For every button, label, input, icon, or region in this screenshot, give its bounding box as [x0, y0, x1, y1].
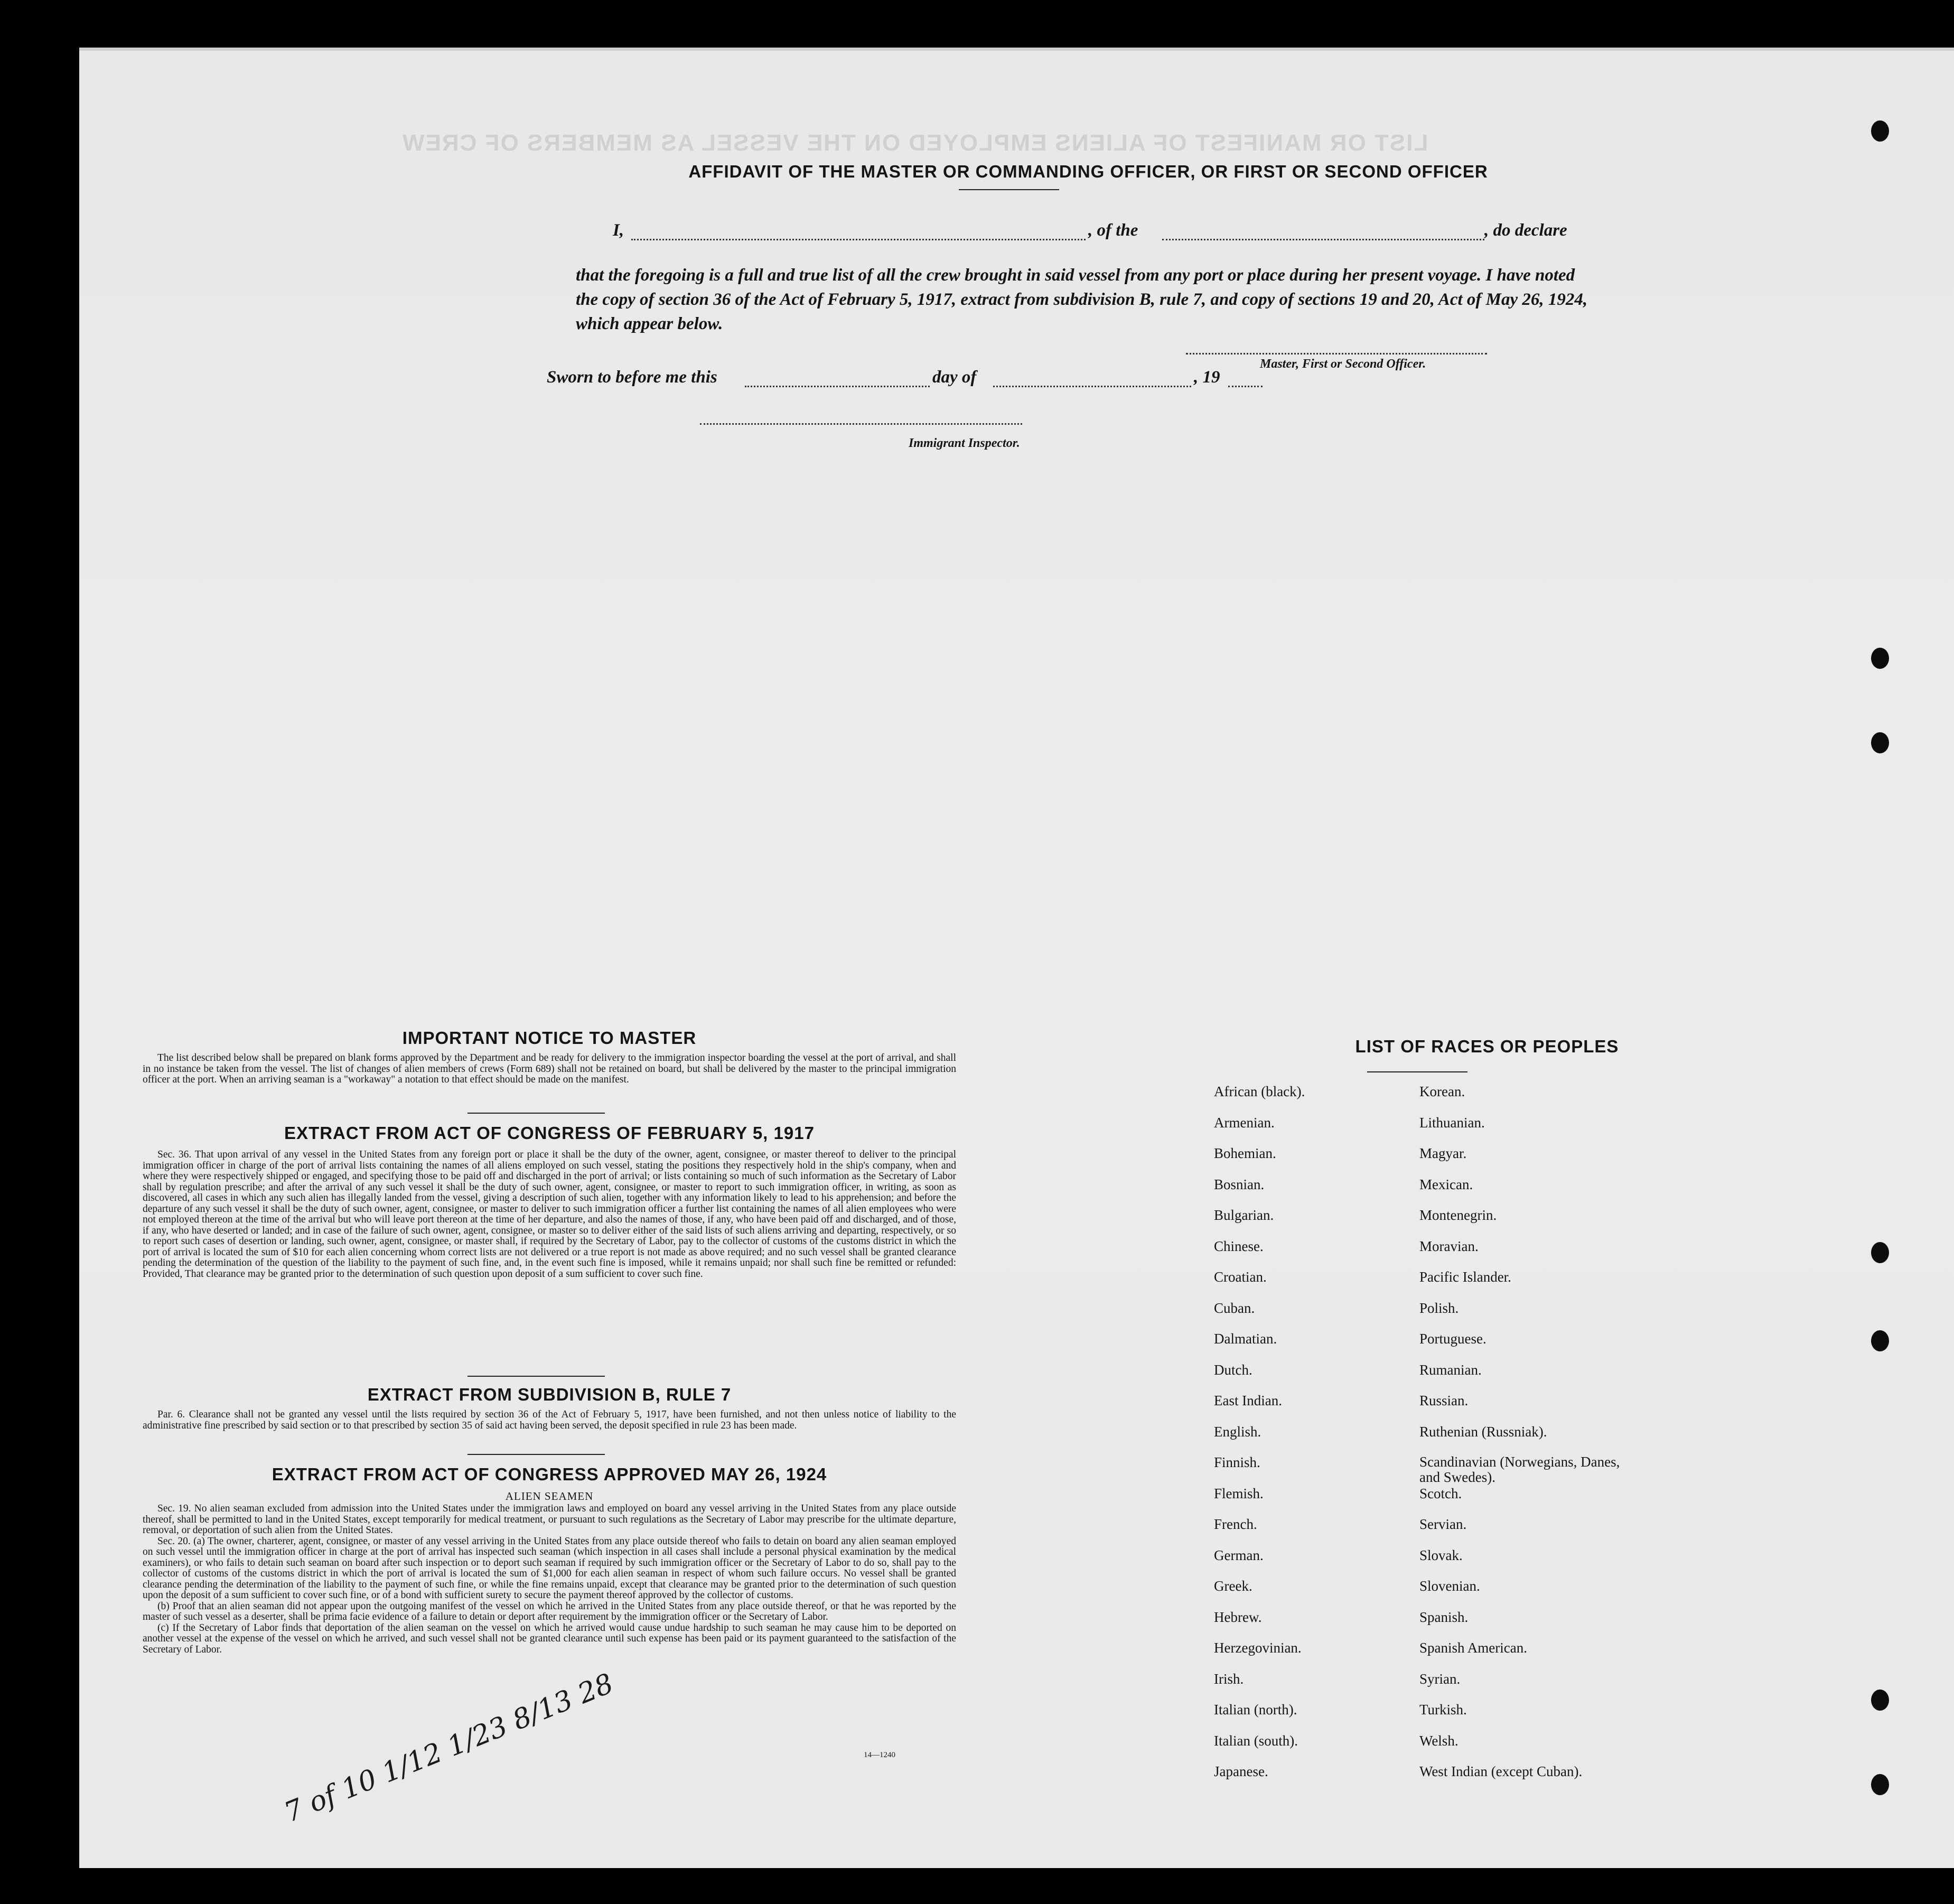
sec-20a-paragraph: Sec. 20. (a) The owner, charterer, agent, consignee, or master of any vessel arriving in the United States from any place outside thereof who fails to detain on board any alien seaman employed on such vessel until the immigration officer in charge at the port of arrival has inspected such seaman (which inspection in all cases shall include a personal physical examination by the medical examiners), or who fails to detain such seaman on board after such inspection or to deport such seaman if required by such immigration officer or the Secretary of Labor to do so, shall pay to the collector of customs of the customs district in which the port of arrival is located the sum of $1,000 for each alien seaman in respect of whom such failure occurs. No vessel shall be granted clearance pending the determination of the liability to the payment of such fine, or while the fine remains unpaid, except that clearance may be granted prior to the determination of such question upon the deposit of a sum sufficient to cover such fine, or of a bond with sufficient surety to secure the payment thereof approved by the collector of customs. — [143, 1535, 956, 1601]
race-item: Slovak. — [1419, 1547, 1463, 1563]
day-of-label: day of — [932, 368, 977, 387]
race-item: Spanish. — [1419, 1609, 1469, 1625]
section-36-paragraph: Sec. 36. That upon arrival of any vessel in the United States from any foreign port or place it shall be the duty of the owner, agent, consignee, or master thereof to deliver to the principal immigration officer in charge of the port of arrival lists containing the names of all aliens employed on such vessel, stating the positions they respectively hold in the ship's company, when and where they were respectively shipped or engaged, and specifying those to be paid off and discharged in the port of arrival; or lists containing so much of such information as the Secretary of Labor shall by regulation prescribe; and after the arrival of any such vessel it shall be the duty of such owner, agent, consignee, or master to report to such immigration officer, in writing, as soon as discovered, all cases in which any such alien has illegally landed from the vessel, giving a description of such alien, together with any information likely to lead to his apprehension; and before the departure of any such vessel it shall be the duty of such owner, agent, consignee, or master to deliver to such immigration officer a further list containing the names of all alien employees who were not employed thereon at the time of the arrival but who will leave port thereon at the time of her departure, and also the names of those, if any, who have been paid off and discharged, and of those, if any, who have deserted or landed; and in case of the failure of such owner, agent, consignee, or master so to deliver either of the said lists of such aliens arriving and departing, respectively, or so to report such cases of desertion or landing, such owner, agent, consignee, or master shall, if required by the Secretary of Labor, pay to the collector of customs of the customs district in which the port of arrival is located the sum of $10 for each alien concerning whom correct lists are not delivered or a true report is not made as above required; and no such vessel shall be granted clearance pending the determination of the question of the liability to the payment of such fine, and, in the event such fine is imposed, while it remains unpaid; nor shall such fine be remitted or refunded: Provided, That clearance may be granted prior to the determination of such question upon deposit of a sum sufficient to cover such fine. — [143, 1149, 956, 1280]
race-item: Bulgarian. — [1214, 1207, 1274, 1223]
race-item: Finnish. — [1214, 1454, 1260, 1470]
par-6-paragraph: Par. 6. Clearance shall not be granted any vessel until the lists required by section 36 of the Act of February 5, 1917, have been furnished, and not then unless notice of liability to the administrative fine prescribed by said section or to that prescribed by section 35 of said act having been served, the deposit specified in rule 23 has been made. — [143, 1409, 956, 1431]
race-item: Pacific Islander. — [1419, 1269, 1511, 1285]
race-item: Greek. — [1214, 1578, 1252, 1594]
punch-hole — [1871, 1330, 1889, 1351]
bleed-through-header: LIST OR MANIFEST OF ALIENS EMPLOYED ON THE VESSEL AS MEMBERS OF CREW — [401, 130, 1428, 156]
extract-1917-text — [143, 1150, 956, 1280]
race-item: Korean. — [1419, 1084, 1465, 1099]
punch-hole — [1871, 120, 1889, 142]
form-number: 14—1240 — [864, 1751, 895, 1759]
race-item: Syrian. — [1419, 1670, 1461, 1687]
sworn-day-field[interactable] — [745, 386, 930, 387]
races-right-column — [1419, 1084, 1641, 1795]
sec-19-paragraph: Sec. 19. No alien seaman excluded from admission into the United States under the immigration laws and employed on board any vessel arriving in the United States from any place outside thereof, shall be permitted to land in the United States, except temporarily for medical treatment, or pursuant to such regulations as the Secretary of Labor may prescribe for the ultimate departure, removal, or deportation of such alien from the United States. — [143, 1503, 956, 1536]
race-item: African (black). — [1214, 1084, 1305, 1099]
race-item: English. — [1214, 1423, 1261, 1440]
divider — [1367, 1071, 1467, 1072]
master-label: Master, First or Second Officer. — [1260, 357, 1426, 371]
sworn-label: Sworn to before me this — [547, 368, 717, 387]
race-item: Moravian. — [1419, 1238, 1479, 1254]
affidavit-i-label: I, — [613, 221, 624, 240]
rule7-text — [143, 1410, 956, 1431]
extract-1924-title: EXTRACT FROM ACT OF CONGRESS APPROVED MAY 26, 1924 — [272, 1464, 827, 1484]
race-item: Slovenian. — [1419, 1578, 1480, 1594]
race-item: Scandinavian (Norwegians, Danes, and Swedes). — [1419, 1454, 1620, 1485]
affidavit-of-label: , of the — [1088, 221, 1138, 240]
race-item: Croatian. — [1214, 1269, 1267, 1285]
inspector-label: Immigrant Inspector. — [909, 436, 1020, 450]
handwritten-notation: 7 of 10 1/12 1/23 8/13 28 — [280, 1667, 618, 1829]
manifest-sheet — [79, 48, 1954, 1868]
race-item: Hebrew. — [1214, 1609, 1262, 1625]
race-item: Lithuanian. — [1419, 1114, 1485, 1131]
race-item: Turkish. — [1419, 1702, 1467, 1718]
race-item: Mexican. — [1419, 1176, 1473, 1192]
extract-1917-title: EXTRACT FROM ACT OF CONGRESS OF FEBRUARY 5, 1917 — [284, 1123, 815, 1143]
race-item: Flemish. — [1214, 1485, 1264, 1501]
race-item: Italian (north). — [1214, 1702, 1297, 1718]
race-item: Ruthenian (Russniak). — [1419, 1423, 1547, 1440]
sec-20c-paragraph: (c) If the Secretary of Labor finds that deportation of the alien seaman on the vessel on which he arrived would cause undue hardship to such seaman he may cause him to be deported on another vessel at the expense of the vessel on which he arrived, and such vessel shall not be granted clearance until such expense has been paid or its payment guaranteed to the satisfaction of the Secretary of Labor. — [143, 1622, 956, 1655]
race-item: Rumanian. — [1419, 1361, 1482, 1378]
extract-1924-text — [143, 1504, 956, 1655]
punch-hole — [1871, 732, 1889, 753]
affidavit-title: AFFIDAVIT OF THE MASTER OR COMMANDING OFFICER, OR FIRST OR SECOND OFFICER — [688, 162, 1488, 181]
divider — [468, 1454, 605, 1455]
year-label: , 19 — [1194, 368, 1220, 387]
race-item: East Indian. — [1214, 1393, 1282, 1408]
notice-text — [143, 1053, 956, 1086]
punch-hole — [1871, 1690, 1889, 1711]
divider — [468, 1376, 605, 1377]
sworn-month-field[interactable] — [993, 386, 1191, 387]
divider — [468, 1113, 605, 1114]
affidavit-declare-label: , do declare — [1484, 221, 1567, 240]
race-item: Polish. — [1419, 1300, 1459, 1316]
inspector-signature-field[interactable] — [700, 423, 1022, 425]
punch-hole — [1871, 648, 1889, 669]
vessel-field[interactable] — [1162, 239, 1484, 240]
race-item: Servian. — [1419, 1516, 1467, 1532]
race-item: Scotch. — [1419, 1485, 1462, 1501]
race-item: French. — [1214, 1516, 1257, 1532]
race-item: German. — [1214, 1547, 1264, 1563]
races-title: LIST OF RACES OR PEOPLES — [1355, 1037, 1619, 1056]
race-item: Spanish American. — [1419, 1640, 1527, 1656]
affidavit-body: that the foregoing is a full and true list of all the crew brought in said vessel from any port or place during her present voyage. I have noted the copy of section 36 of the Act of February 5, 1917, extract from subdivision B, rule 7, and copy of sections 19 and 20, Act of May 26, 1924, which appear below. — [576, 266, 1588, 333]
race-item: Dalmatian. — [1214, 1331, 1277, 1347]
master-signature-field[interactable] — [1186, 353, 1487, 354]
race-item: Portuguese. — [1419, 1331, 1486, 1347]
sec-20b-paragraph: (b) Proof that an alien seaman did not appear upon the outgoing manifest of the vessel on which he arrived in the United States from any place outside thereof, or that he was reported by the master of such vessel as a deserter, shall be prima facie evidence of a failure to detain or deport after requirement by the immigration officer or the Secretary of Labor. — [143, 1600, 956, 1622]
race-item: Chinese. — [1214, 1238, 1264, 1254]
race-item: West Indian (except Cuban). — [1419, 1763, 1583, 1779]
race-item: Italian (south). — [1214, 1732, 1298, 1749]
race-item: Dutch. — [1214, 1361, 1252, 1378]
race-item: Montenegrin. — [1419, 1207, 1497, 1223]
race-item: Magyar. — [1419, 1145, 1467, 1161]
alien-seamen-subtitle: ALIEN SEAMEN — [505, 1490, 594, 1502]
race-item: Irish. — [1214, 1670, 1244, 1687]
sworn-year-field[interactable] — [1228, 386, 1263, 387]
name-field[interactable] — [631, 239, 1086, 240]
races-left-column — [1214, 1084, 1415, 1795]
affidavit-line1 — [568, 221, 1603, 247]
race-item: Herzegovinian. — [1214, 1640, 1302, 1656]
race-item: Bohemian. — [1214, 1145, 1276, 1161]
divider — [959, 189, 1059, 190]
sworn-line — [547, 368, 1339, 394]
notice-paragraph: The list described below shall be prepared on blank forms approved by the Department and be ready for delivery to the immigration inspector boarding the vessel at the port of arrival, and shall in no instance be taken from the vessel. The list of changes of alien members of crews (Form 689) shall not be retained on board, but shall be delivered by the master to the principal immigration officer at the port. When an arriving seaman is a "workaway" a notation to that effect should be made on the manifest. — [143, 1052, 956, 1085]
punch-hole — [1871, 1242, 1889, 1263]
race-item: Japanese. — [1214, 1763, 1268, 1779]
race-item: Russian. — [1419, 1393, 1469, 1408]
race-item: Welsh. — [1419, 1732, 1459, 1749]
punch-hole — [1871, 1774, 1889, 1795]
notice-title: IMPORTANT NOTICE TO MASTER — [402, 1028, 697, 1048]
race-item: Bosnian. — [1214, 1176, 1265, 1192]
rule7-title: EXTRACT FROM SUBDIVISION B, RULE 7 — [367, 1385, 732, 1404]
race-item: Armenian. — [1214, 1114, 1275, 1131]
race-item: Cuban. — [1214, 1300, 1255, 1316]
